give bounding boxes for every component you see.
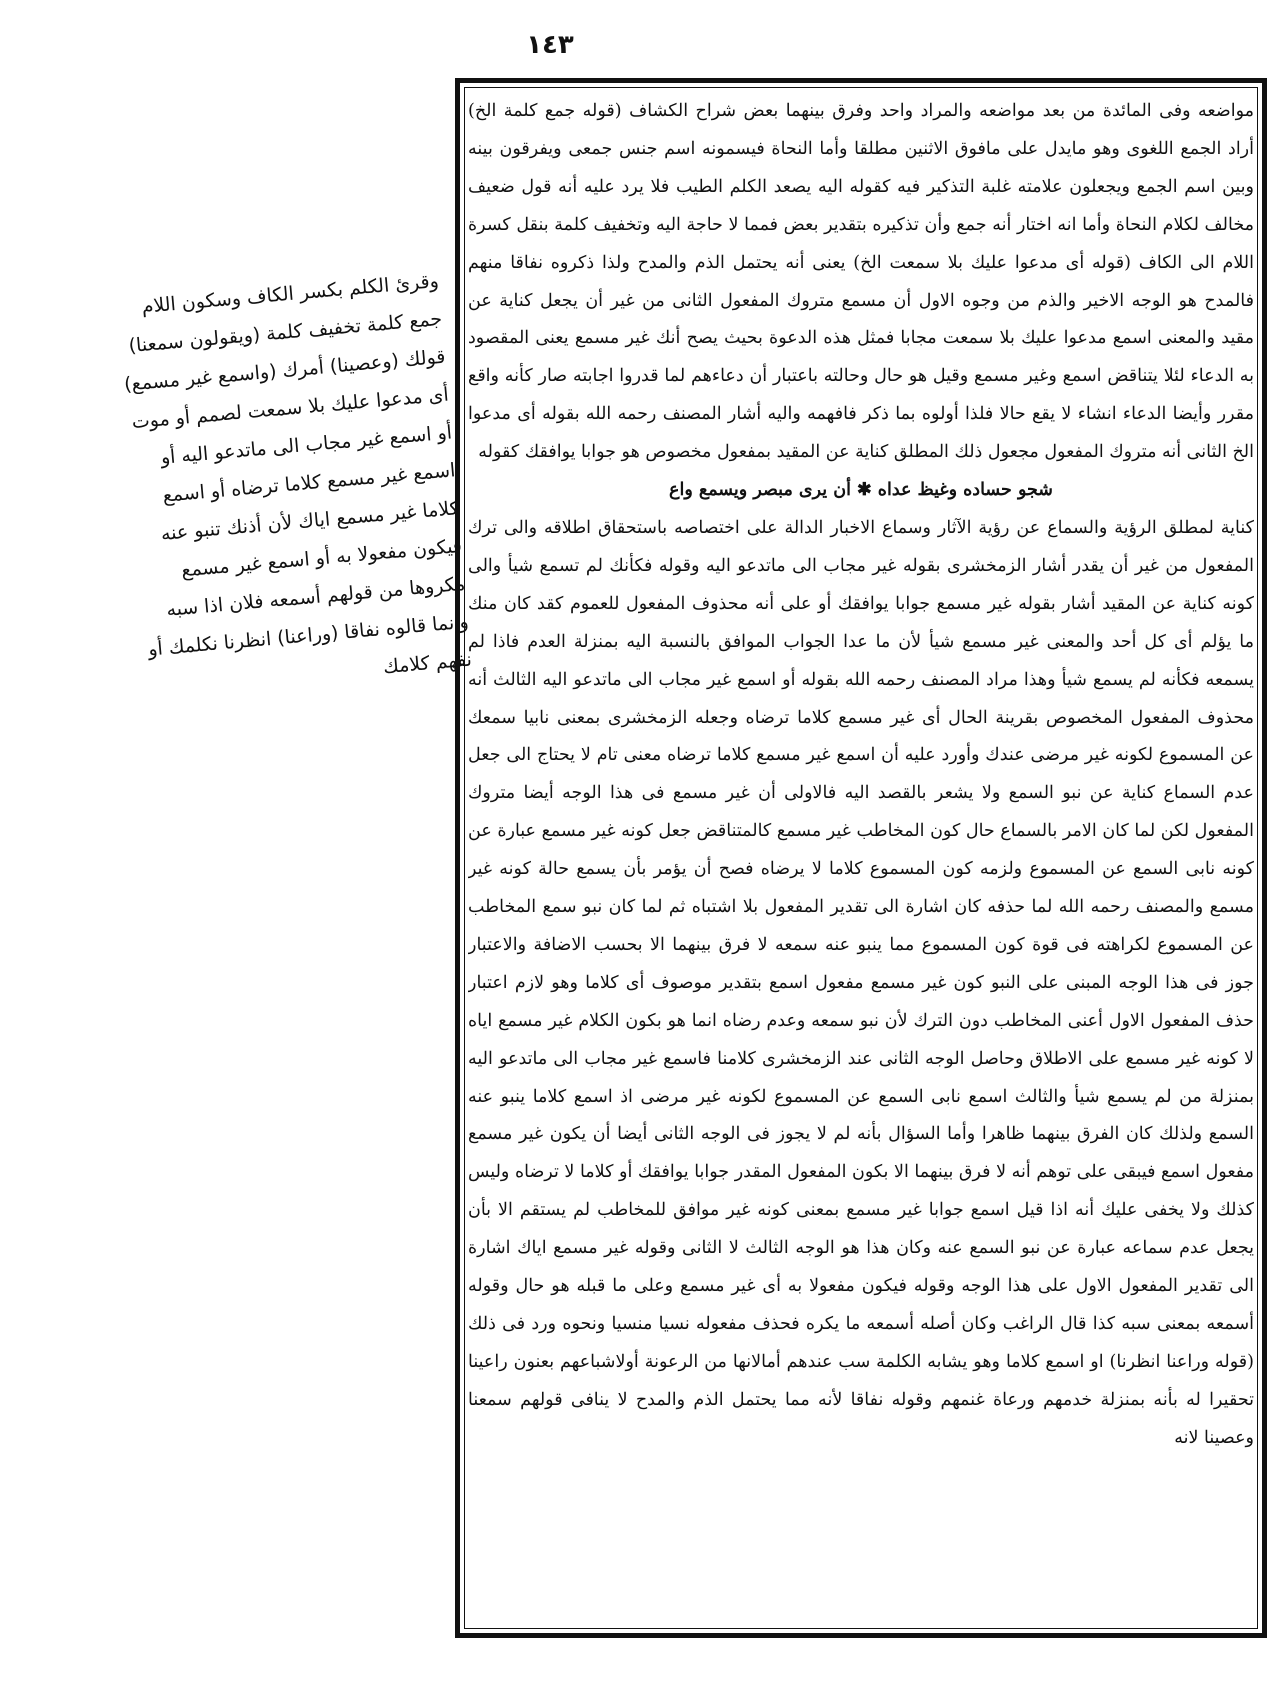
main-text <box>468 93 1254 1623</box>
text-frame <box>455 78 1267 1638</box>
margin-note: وقرئ الكلم بكسر الكاف وسكون اللام جمع كلمة تخفيف كلمة (ويقولون سمعنا) قولك (وعصينا) أمرك (واسمع غير مسمع) أى مدعوا عليك بلا سمعت لصمم أو موت أو اسمع غير مجاب الى ماتدعو اليه أو اسمع غير مسمع كلاما ترضاه أو اسمع كلاما غير مسمع اياك لأن أذنك تنبو عنه فيكون مفعولا به أو اسمع غير مسمع مكروها من قولهم أسمعه فلان اذا سبه وانما قالوه نفاقا (وراعنا) انظرنا نكلمك أو نفهم كلامك <box>123 269 473 679</box>
poetry-verse: شجو حساده وغيظ عداه ✱ أن يرى مبصر ويسمع واع <box>669 480 1053 501</box>
page-number: ١٤٣ <box>526 30 574 60</box>
main-paragraph-1: مواضعه وفى المائدة من بعد مواضعه والمراد واحد وفرق بينهما بعض شراح الكشاف (قوله جمع كلمة الخ) أراد الجمع اللغوى وهو مايدل على مافوق الاثنين مطلقا وأما النحاة فيسمونه اسم جنس جمعى ويفرقون بينه وبين اسم الجمع ويجعلون علامته غلبة التذكير فيه كقوله اليه يصعد الكلم الطيب فلا يرد عليه أنه قول ضعيف مخالف لكلام النحاة وأما انه اختار أنه جمع وأن تذكيره بتقدير بعض فمما لا حاجة اليه وتخفيف كلمة بنقل كسرة اللام الى الكاف (قوله أى مدعوا عليك بلا سمعت الخ) يعنى أنه يحتمل الذم والمدح ولذا ذكروه نفاقا منهم فالمدح هو الوجه الاخير والذم من وجوه الاول أن مسمع متروك المفعول الثانى من غير أن يجعل كناية عن مقيد والمعنى اسمع مدعوا عليك بلا سمعت مجابا فمثل هذه الدعوة بحيث يصح أنك غير مسمع يعنى المقصود به الدعاء لئلا يتناقض اسمع وغير مسمع وقيل هو حال وحالته باعتبار أن دعاءهم لما قدروا اجابته صار كأنه واقع مقرر وأيضا الدعاء انشاء لا يقع حالا فلذا أولوه بما ذكر فافهمه واليه أشار المصنف رحمه الله بقوله أى مدعوا الخ الثانى أنه متروك المفعول مجعول ذلك المطلق كناية عن المقيد بمفعول مخصوص هو جوابا يوافقك كقوله <box>468 101 1254 463</box>
main-paragraph-2: كناية لمطلق الرؤية والسماع عن رؤية الآثار وسماع الاخبار الدالة على اختصاصه باستحقاق اطلاقه والى ترك المفعول من غير أن يقدر أشار الزمخشرى بقوله غير مجاب الى ماتدعو اليه وقوله فكأنك لم تسمع شيأ والى كونه كناية عن المقيد أشار بقوله غير مسمع جوابا يوافقك أو على أنه محذوف المفعول للعموم كقد كان منك ما يؤلم أى كل أحد والمعنى غير مسمع شيأ لأن ما عدا الجواب الموافق بالنسبة اليه بمنزلة العدم فاذا لم يسمعه فكأنه لم يسمع شيأ وهذا مراد المصنف رحمه الله بقوله أو اسمع غير مجاب الى ماتدعو اليه الثالث أنه محذوف المفعول المخصوص بقرينة الحال أى غير مسمع كلاما ترضاه وجعله الزمخشرى بمعنى نابيا سمعك عن المسموع لكونه غير مرضى عندك وأورد عليه أن اسمع غير مسمع كلاما ترضاه معنى تام لا يحتاج الى جعل عدم السماع كناية عن نبو السمع ولا يشعر بالقصد اليه فالاولى أن غير مسمع فى هذا الوجه أيضا متروك المفعول لكن لما كان الامر بالسماع حال كون المخاطب غير مسمع كالمتناقض جعل كونه غير مسمع عبارة عن كونه نابى السمع عن المسموع ولزمه كون المسموع كلاما لا يرضاه فصح أن يؤمر بأن يسمع حالة كونه غير مسمع والمصنف رحمه الله لما حذفه كان اشارة الى تقدير المفعول بلا اشتباه ثم لما كان نبو سمع المخاطب عن المسموع لكراهته فى قوة كون المسموع مما ينبو عنه سمعه لا فرق بينهما الا بحسب الاضافة والاعتبار جوز فى هذا الوجه المبنى على النبو كون غير مسمع مفعول اسمع بتقدير موصوف أى كلاما وهو لازم اعتبار حذف المفعول الاول أعنى المخاطب دون الترك لأن نبو سمعه وعدم رضاه انما هو بكون الكلام غير مسمع اياه لا كونه غير مسمع على الاطلاق وحاصل الوجه الثانى عند الزمخشرى كلامنا فاسمع غير مجاب الى ماتدعو اليه بمنزلة من لم يسمع شيأ والثالث اسمع نابى السمع عن المسموع لكونه غير مرضى اذ اسمع كلاما ينبو عنه السمع ولذلك كان الفرق بينهما ظاهرا وأما السؤال بأنه لم لا يجوز فى الوجه الثانى أيضا أن يكون غير مسمع مفعول اسمع فيبقى على توهم أنه لا فرق بينهما الا بكون المفعول المقدر جوابا يوافقك أو كلاما لا ترضاه وليس كذلك ولا يخفى عليك أنه اذا قيل اسمع جوابا غير مسمع بمعنى كونه غير موافق للمخاطب لم يستقم الا بأن يجعل عدم سماعه عبارة عن نبو السمع عنه وكان هذا هو الوجه الثالث لا الثانى وقوله غير مسمع اياك اشارة الى تقدير المفعول الاول على هذا الوجه وقوله فيكون مفعولا به أى غير مسمع وعلى ما قبله هو حال وقوله أسمعه بمعنى سبه كذا قال الراغب وكان أصله أسمعه ما يكره فحذف مفعوله نسيا منسيا ونحوه ورد فى ذلك (قوله وراعنا انظرنا) او اسمع كلاما وهو يشابه الكلمة سب عندهم أمالانها من الرعونة أولاشباعهم بعنون راعينا تحقيرا له بأنه بمنزلة خدمهم ورعاة غنمهم وقوله نفاقا لأنه مما يحتمل الذم والمدح لا ينافى قولهم سمعنا وعصينا لانه <box>468 517 1254 1448</box>
